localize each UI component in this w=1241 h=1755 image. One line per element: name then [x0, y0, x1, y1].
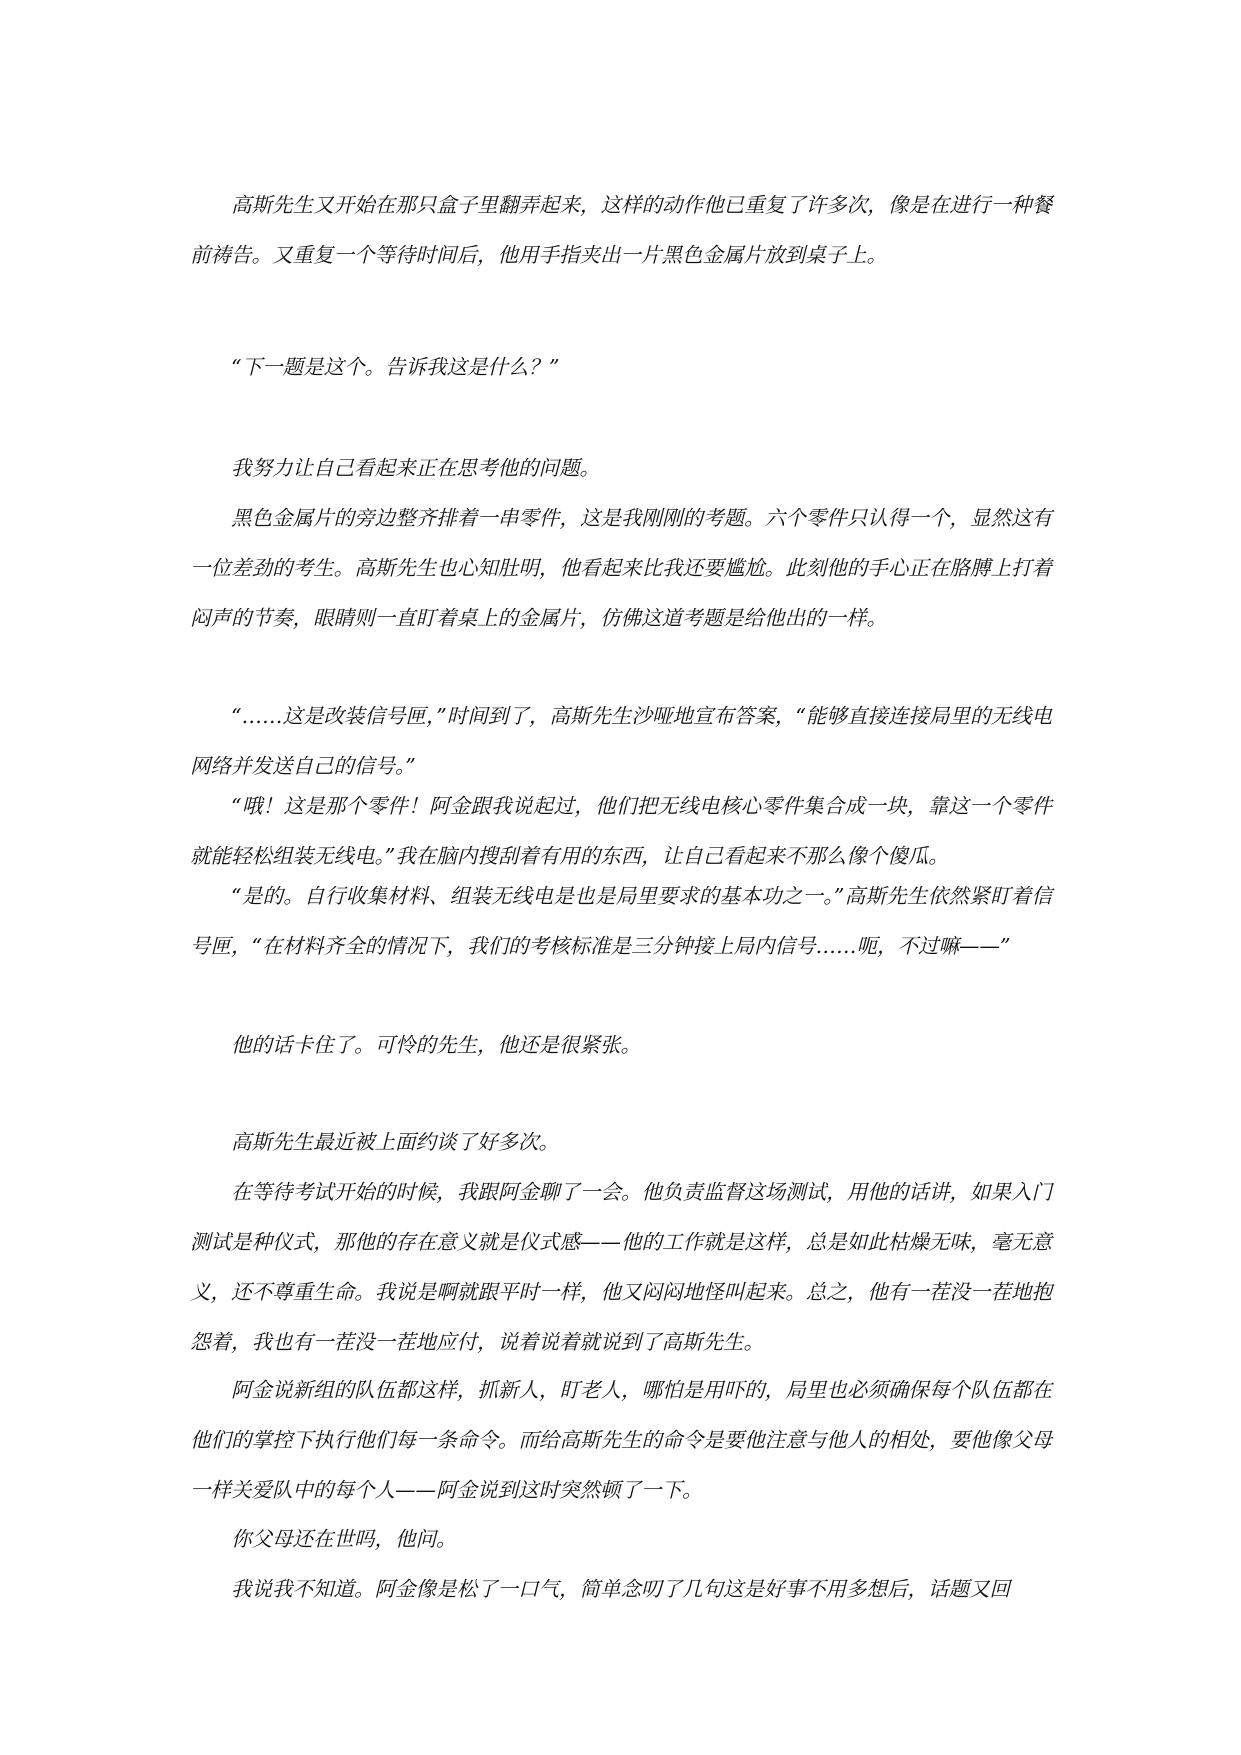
- paragraph-11: 阿金说新组的队伍都这样，抓新人，盯老人，哪怕是用吓的，局里也必须确保每个队伍都在他们的掌控下执行他们每一条命令。而给高斯先生的命令是要他注意与他人的相处，要他像父母一样关爱队中的每个人——阿金说到这时突然顿了一下。: [190, 1378, 1052, 1502]
- paragraph-7: “是的。自行收集材料、组装无线电是也是局里要求的基本功之一。”高斯先生依然紧盯着信号匣，“在材料齐全的情况下，我们的考核标准是三分钟接上局内信号……呃，不过嘛——”: [190, 884, 1052, 958]
- paragraph-4: 黑色金属片的旁边整齐排着一串零件，这是我刚刚的考题。六个零件只认得一个，显然这有一位差劲的考生。高斯先生也心知肚明，他看起来比我还要尴尬。此刻他的手心正在胳膊上打着闷声的节奏，眼睛则一直盯着桌上的金属片，仿佛这道考题是给他出的一样。: [190, 506, 1052, 630]
- paragraph-8: 他的话卡住了。可怜的先生，他还是很紧张。: [231, 1033, 641, 1057]
- paragraph-12: 你父母还在世吗，他问。: [231, 1527, 457, 1551]
- paragraph-10: 在等待考试开始的时候，我跟阿金聊了一会。他负责监督这场测试，用他的话讲，如果入门测试是种仪式，那他的存在意义就是仪式感——他的工作就是这样，总是如此枯燥无味，毫无意义，还不尊重生命。我说是啊就跟平时一样，他又闷闷地怪叫起来。总之，他有一茬没一茬地抱怨着，我也有一茬没一茬地应付，说着说着就说到了高斯先生。: [190, 1180, 1052, 1354]
- paragraph-5: “……这是改装信号匣，”时间到了，高斯先生沙哑地宣布答案，“能够直接连接局里的无线电网络并发送自己的信号。”: [190, 704, 1052, 778]
- paragraph-2: “下一题是这个。告诉我这是什么？”: [231, 355, 560, 379]
- paragraph-6: “哦！这是那个零件！阿金跟我说起过，他们把无线电核心零件集合成一块，靠这一个零件就能轻松组装无线电。”我在脑内搜刮着有用的东西，让自己看起来不那么像个傻瓜。: [190, 794, 1052, 868]
- paragraph-13: 我说我不知道。阿金像是松了一口气，简单念叨了几句这是好事不用多想后，话题又回: [231, 1577, 1010, 1601]
- paragraph-1: 高斯先生又开始在那只盒子里翻弄起来，这样的动作他已重复了许多次，像是在进行一种餐前祷告。又重复一个等待时间后，他用手指夹出一片黑色金属片放到桌子上。: [190, 193, 1052, 267]
- paragraph-9: 高斯先生最近被上面约谈了好多次。: [231, 1130, 559, 1154]
- paragraph-3: 我努力让自己看起来正在思考他的问题。: [231, 456, 600, 480]
